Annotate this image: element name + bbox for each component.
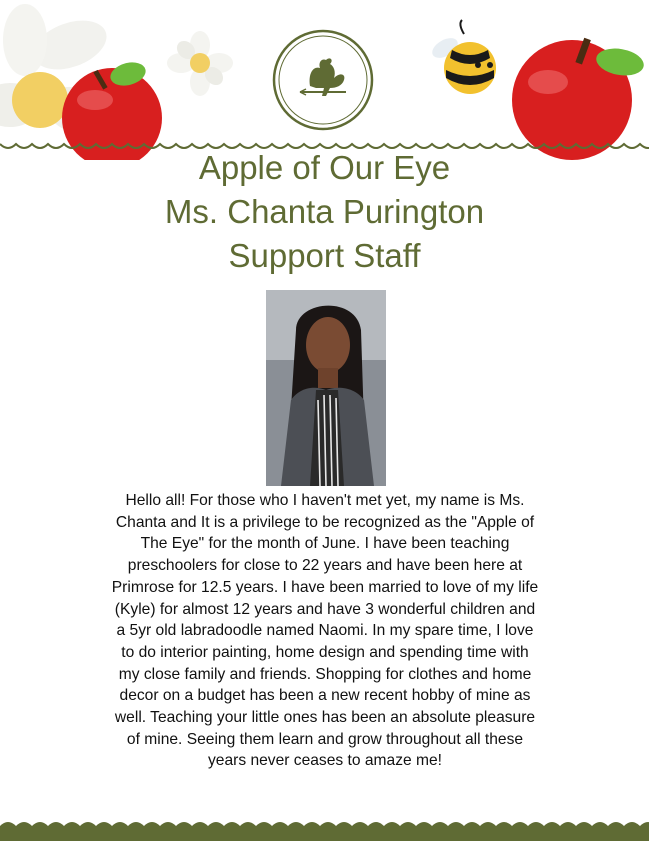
award-title: Apple of Our Eye xyxy=(198,149,451,186)
staff-role: Support Staff xyxy=(228,237,421,274)
bee-icon xyxy=(429,20,496,94)
daisy-flower-small-icon xyxy=(167,31,233,96)
header-decoration xyxy=(0,0,649,160)
staff-name: Ms. Chanta Purington xyxy=(164,193,485,230)
bio-paragraph: Hello all! For those who I haven't met yet, my name is Ms. Chanta and It is a privilege to be recognized as the "Apple of The Eye" for the month of June. I have been teaching preschoolers for close to 22 years and have been here at Primrose for 12.5 years. I have been married to love of my life (Kyle) for almost 12 years and have 3 wonderful children and a 5yr old labradoodle named Naomi. In my spare time, I love to do interior painting, home design and spending time with my close family and friends. Shopping for clothes and home decor on a budget has been a new recent hobby of mine as well. Teaching your little ones has been an absolute pleasure of mine. Seeing them learn and grow throughout all these years never ceases to amaze me! xyxy=(111,492,539,770)
title-block xyxy=(0,146,649,278)
footer-scallop-band xyxy=(0,818,649,841)
primrose-schools-logo xyxy=(274,31,372,129)
staff-photo xyxy=(266,290,386,486)
